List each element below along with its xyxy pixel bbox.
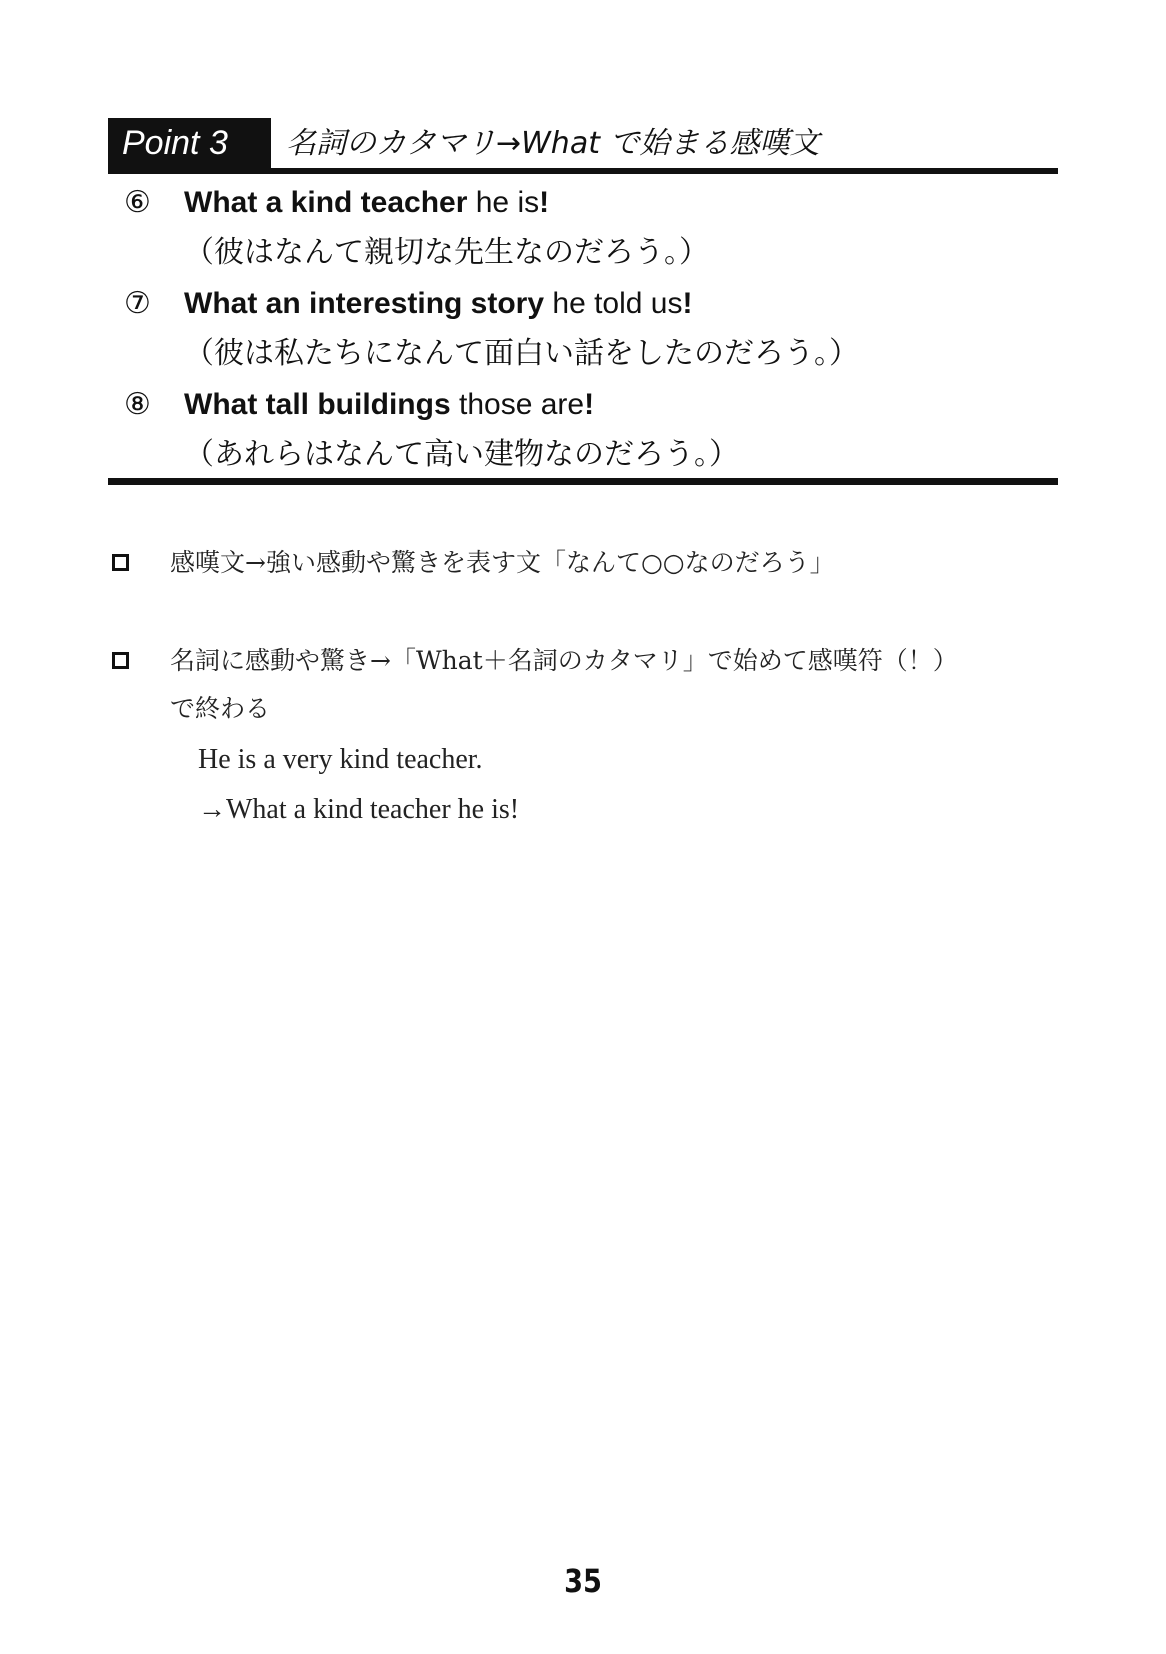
example-english [184,384,594,426]
note-2 [112,638,1072,738]
example-japanese: （あれらはなんて高い建物なのだろう。） [184,437,739,472]
example-bold: What an interesting story [184,287,545,320]
box-bottom-rule [108,478,1058,485]
checkbox-icon[interactable] [112,554,129,571]
example-punct: ! [584,388,595,421]
example-bold: What a kind teacher [184,186,468,219]
example-japanese: （彼はなんて親切な先生なのだろう。） [184,235,709,270]
note-text: 感嘆文→強い感動や驚きを表す文「なんて○○なのだろう」 [170,548,835,577]
sample-sentence: He is a very kind teacher. [198,744,483,775]
example-japanese: （彼は私たちになんて面白い話をしたのだろう。） [184,336,859,371]
example-number: ⑥ [124,185,151,220]
example-rest: those are [450,388,585,421]
example-english [184,182,549,224]
note-text-continued: で終わる [170,694,271,723]
example-punct: ! [539,186,550,219]
header-rule [108,168,1058,174]
example-rest: he told us [544,287,683,320]
point-header [108,118,1058,174]
section-title: 名詞のカタマリ→What で始まる感嘆文 [286,126,820,161]
example-item [108,380,1058,481]
example-punct: ! [682,287,693,320]
example-rest: he is [467,186,540,219]
point-badge: Point 3 [108,118,271,169]
example-list [108,178,1058,481]
example-number: ⑧ [124,387,151,422]
note-1 [112,540,1072,590]
example-english [184,283,692,325]
example-item [108,178,1058,279]
example-number: ⑦ [124,286,151,321]
example-item [108,279,1058,380]
example-bold: What tall buildings [184,388,451,421]
page-number: 35 [564,1562,602,1600]
sample-exclamation: →What a kind teacher he is! [198,794,520,825]
note-text: 名詞に感動や驚き→「What＋名詞のカタマリ」で始めて感嘆符（！） [170,646,958,675]
checkbox-icon[interactable] [112,652,129,669]
